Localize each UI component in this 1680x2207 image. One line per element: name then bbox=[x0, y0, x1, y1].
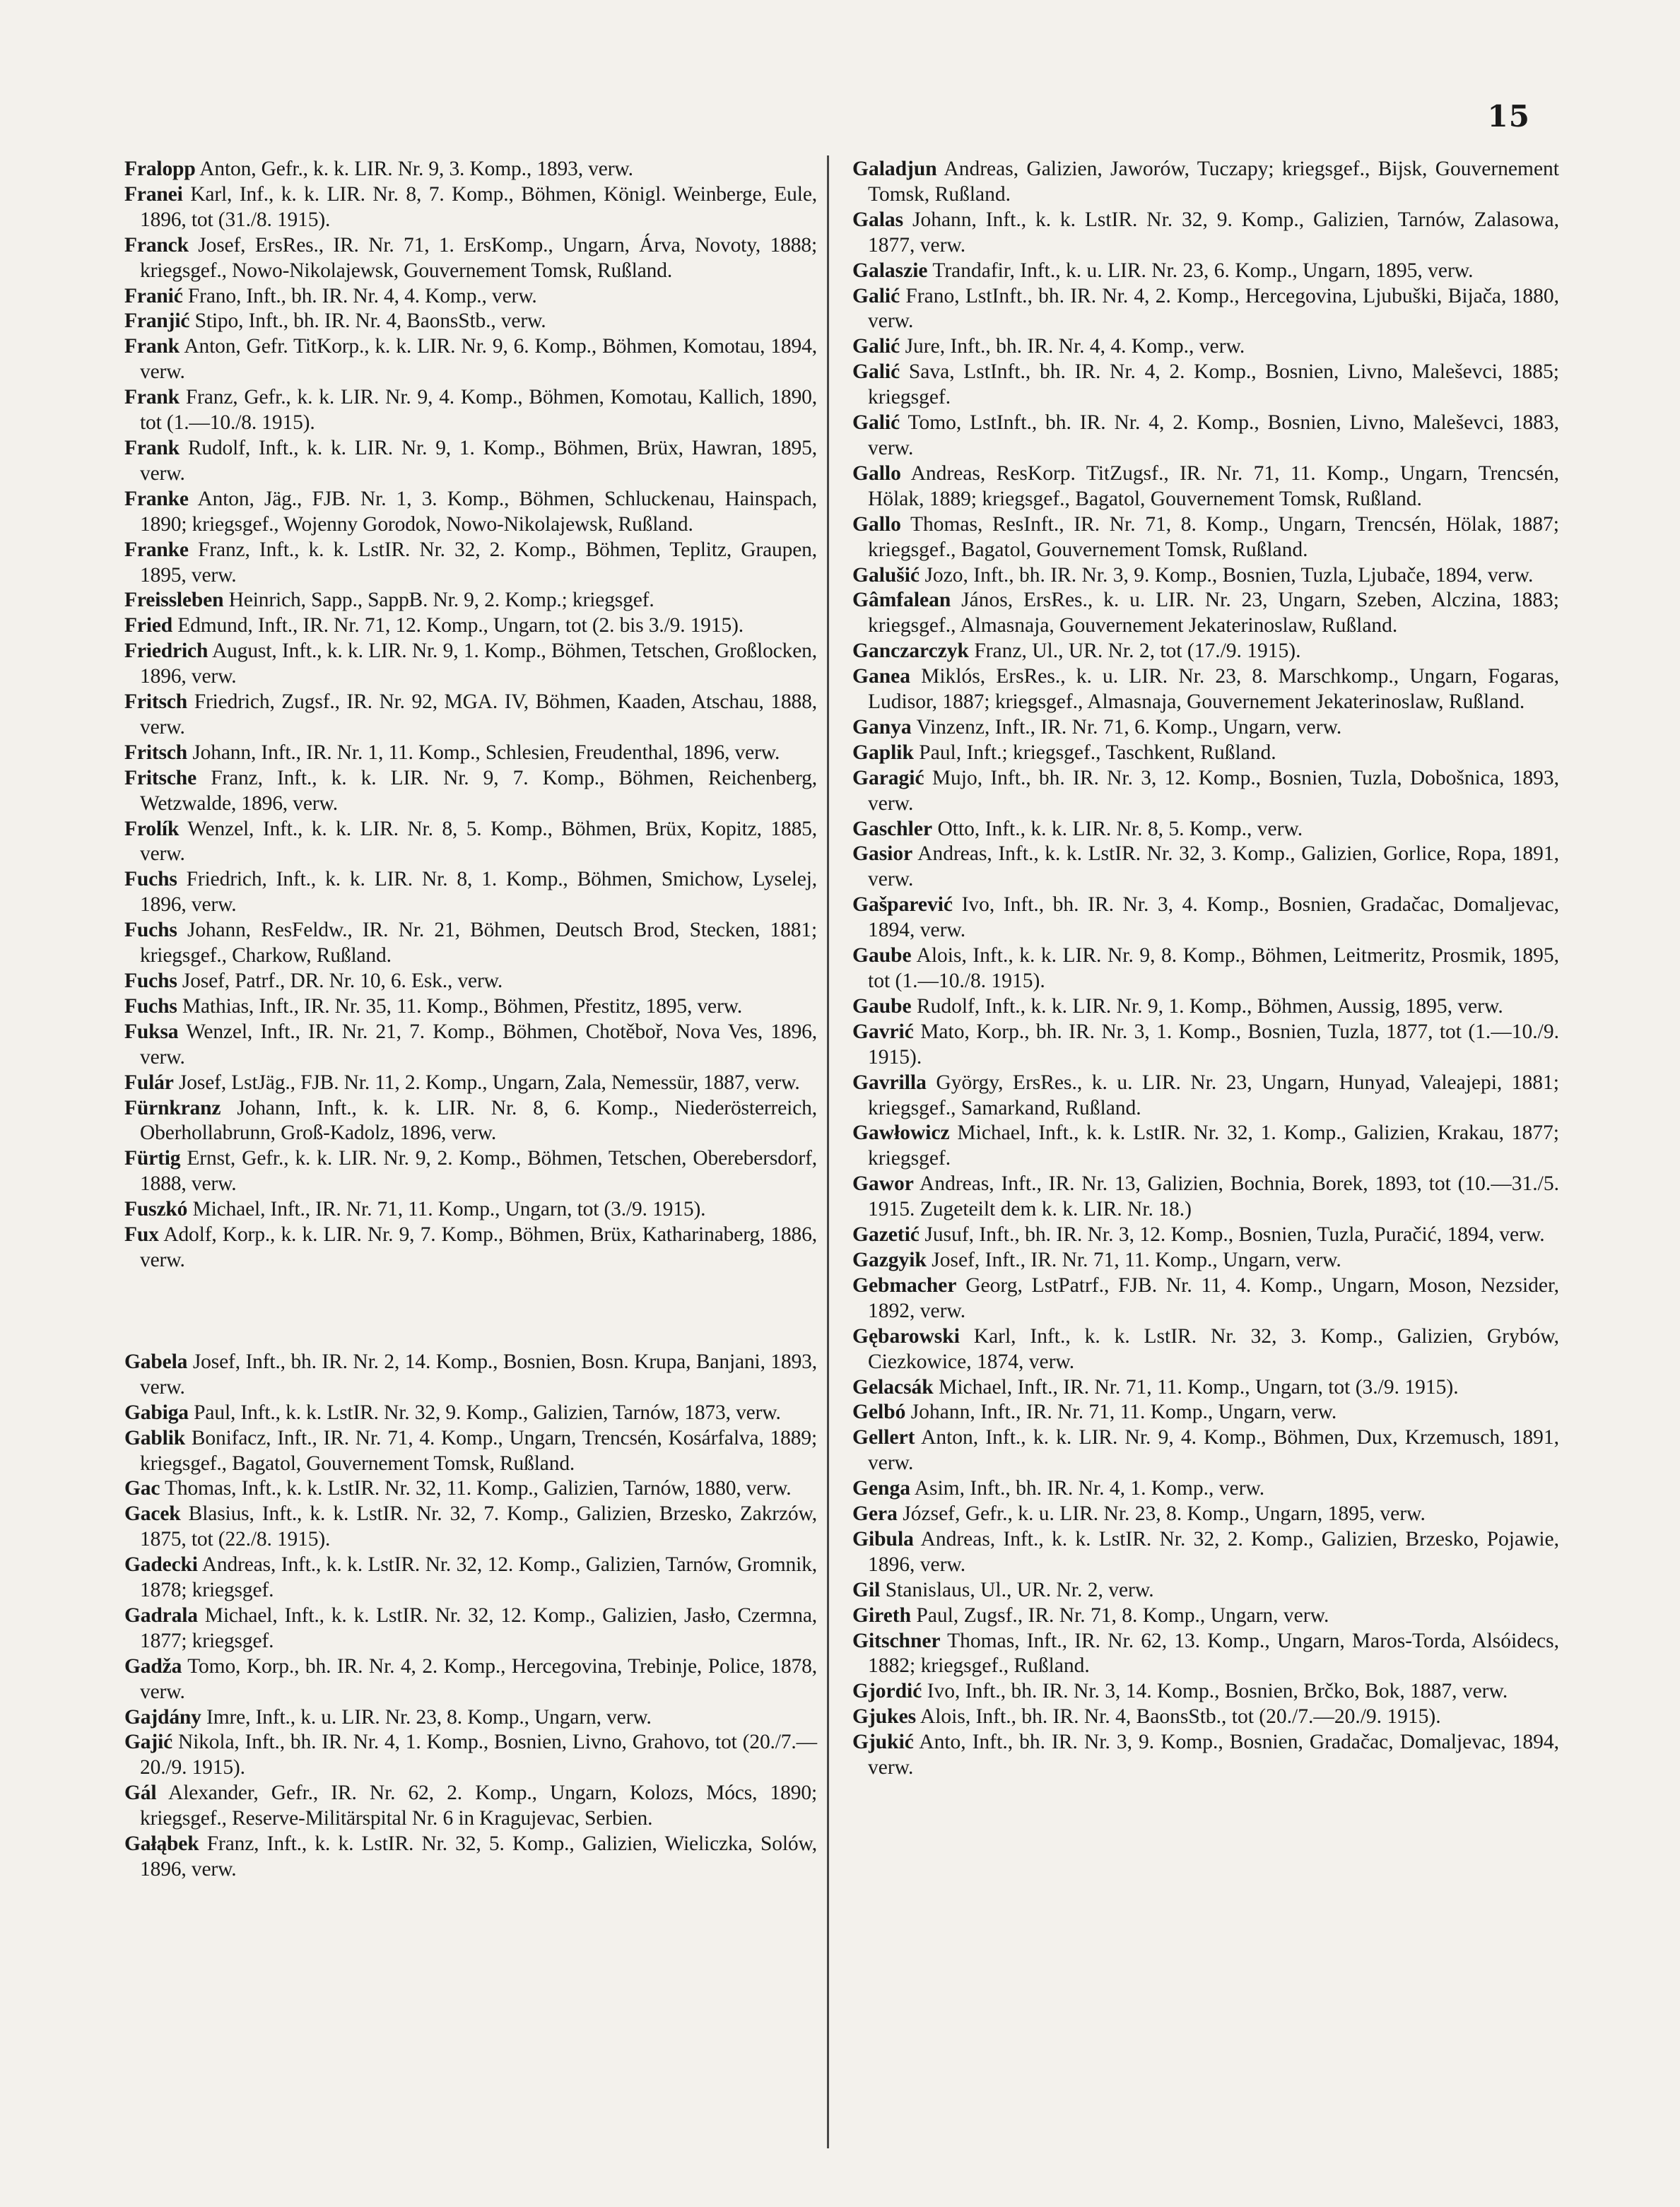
entry-details: Paul, Zugsf., IR. Nr. 71, 8. Komp., Ungarn, verw. bbox=[916, 1603, 1329, 1627]
list-item bbox=[852, 1425, 1559, 1476]
entry-surname: Gaube bbox=[852, 944, 912, 967]
list-item bbox=[852, 1273, 1559, 1324]
entry-surname: Freissleben bbox=[124, 589, 224, 612]
entry-surname: Fulár bbox=[124, 1071, 174, 1094]
entry-surname: Franjić bbox=[124, 310, 190, 333]
entry-surname: Gawłowicz bbox=[852, 1122, 950, 1145]
list-item bbox=[124, 1401, 817, 1426]
entry-details: Anton, Inft., k. k. LIR. Nr. 9, 4. Komp., Böhmen, Dux, Krzemusch, 1891, verw. bbox=[868, 1426, 1560, 1475]
entry-details: Andreas, Inft., k. k. LstIR. Nr. 32, 2. Komp., Galizien, Brzesko, Pojawie, 1896, verw. bbox=[868, 1527, 1560, 1576]
list-item bbox=[852, 334, 1559, 360]
entry-surname: Gadža bbox=[124, 1654, 182, 1678]
entry-details: Trandafir, Inft., k. u. LIR. Nr. 23, 6. Komp., Ungarn, 1895, verw. bbox=[932, 259, 1474, 282]
list-item bbox=[124, 639, 817, 690]
list-item bbox=[852, 766, 1559, 817]
entry-details: Karl, Inf., k. k. LIR. Nr. 8, 7. Komp., Böhmen, Königl. Weinberge, Eule, 1896, tot (31./8. 1915). bbox=[140, 182, 817, 231]
entry-details: Franz, Ul., UR. Nr. 2, tot (17./9. 1915). bbox=[974, 640, 1301, 663]
list-item bbox=[124, 309, 817, 334]
entry-surname: Galić bbox=[852, 360, 900, 384]
entry-details: Michael, Inft., k. k. LstIR. Nr. 32, 12. Komp., Galizien, Jasło, Czermna, 1877; kriegsgef. bbox=[140, 1603, 817, 1652]
entry-surname: Gazgyik bbox=[852, 1248, 927, 1271]
list-item bbox=[124, 994, 817, 1020]
list-item bbox=[124, 284, 817, 310]
entry-surname: Gawor bbox=[852, 1172, 914, 1196]
list-item bbox=[124, 1071, 817, 1096]
list-item bbox=[852, 1476, 1559, 1502]
entry-details: August, Inft., k. k. LIR. Nr. 9, 1. Komp., Böhmen, Tetschen, Großlocken, 1896, verw. bbox=[140, 640, 817, 688]
list-item bbox=[852, 259, 1559, 284]
list-item bbox=[124, 1426, 817, 1477]
entry-surname: Galić bbox=[852, 411, 900, 435]
entry-details: Frano, Inft., bh. IR. Nr. 4, 4. Komp., verw. bbox=[187, 284, 537, 307]
list-item bbox=[124, 741, 817, 766]
entry-details: Andreas, Inft., IR. Nr. 13, Galizien, Bochnia, Borek, 1893, tot (10.—31./5. 1915. Zugeteilt dem k. k. LIR. Nr. 18.) bbox=[868, 1172, 1559, 1221]
left-column bbox=[124, 157, 817, 1883]
entry-details: Edmund, Inft., IR. Nr. 71, 12. Komp., Ungarn, tot (2. bis 3./9. 1915). bbox=[177, 614, 744, 637]
entry-details: Georg, LstPatrf., FJB. Nr. 11, 4. Komp., Ungarn, Moson, Nezsider, 1892, verw. bbox=[868, 1273, 1560, 1322]
list-item bbox=[852, 1172, 1559, 1223]
list-item bbox=[124, 1223, 817, 1273]
list-item bbox=[124, 588, 817, 613]
entry-surname: Gjukić bbox=[852, 1731, 914, 1754]
entry-surname: Gašparević bbox=[852, 893, 953, 917]
entry-surname: Gazetić bbox=[852, 1223, 920, 1247]
entry-details: Wenzel, Inft., k. k. LIR. Nr. 8, 5. Komp., Böhmen, Brüx, Kopitz, 1885, verw. bbox=[140, 817, 817, 866]
entry-details: Franz, Inft., k. k. LIR. Nr. 9, 7. Komp., Böhmen, Reichenberg, Wetzwalde, 1896, verw. bbox=[140, 766, 817, 815]
list-item bbox=[852, 1071, 1559, 1122]
list-item bbox=[852, 817, 1559, 842]
entry-details: Anto, Inft., bh. IR. Nr. 3, 9. Komp., Bosnien, Gradačac, Domaljevac, 1894, verw. bbox=[868, 1731, 1559, 1779]
entry-details: Anton, Jäg., FJB. Nr. 1, 3. Komp., Böhmen, Schluckenau, Hainspach, 1890; kriegsgef., Wojenny Gorodok, Nowo-Nikolajewsk, Rußland. bbox=[140, 487, 817, 536]
entry-details: Michael, Inft., IR. Nr. 71, 11. Komp., Ungarn, tot (3./9. 1915). bbox=[939, 1375, 1459, 1399]
entry-details: Paul, Inft., k. k. LstIR. Nr. 32, 9. Komp., Galizien, Tarnów, 1873, verw. bbox=[194, 1401, 781, 1424]
entry-details: Ernst, Gefr., k. k. LIR. Nr. 9, 2. Komp., Böhmen, Tetschen, Oberebersdorf, 1888, verw. bbox=[140, 1147, 817, 1196]
list-item bbox=[124, 817, 817, 868]
list-item bbox=[852, 1527, 1559, 1578]
entry-details: Ivo, Inft., bh. IR. Nr. 3, 14. Komp., Bosnien, Brčko, Bok, 1887, verw. bbox=[927, 1680, 1508, 1703]
list-item bbox=[852, 639, 1559, 664]
entry-details: Franz, Inft., k. k. LstIR. Nr. 32, 2. Komp., Böhmen, Teplitz, Graupen, 1895, verw. bbox=[140, 538, 817, 587]
list-item bbox=[852, 157, 1559, 208]
entry-surname: Fuchs bbox=[124, 994, 177, 1018]
list-item bbox=[852, 1121, 1559, 1172]
entry-surname: Gibula bbox=[852, 1527, 914, 1550]
entry-details: Jozo, Inft., bh. IR. Nr. 3, 9. Komp., Bosnien, Tuzla, Ljubače, 1894, verw. bbox=[924, 563, 1534, 587]
list-item bbox=[852, 1730, 1559, 1781]
entry-details: Rudolf, Inft., k. k. LIR. Nr. 9, 1. Komp., Böhmen, Aussig, 1895, verw. bbox=[916, 994, 1503, 1018]
entry-details: Stipo, Inft., bh. IR. Nr. 4, BaonsStb., verw. bbox=[194, 310, 546, 333]
entry-details: Heinrich, Sapp., SappB. Nr. 9, 2. Komp.; kriegsgef. bbox=[228, 589, 654, 612]
entry-surname: Gabela bbox=[124, 1350, 188, 1373]
list-item bbox=[852, 284, 1559, 335]
list-item bbox=[124, 1654, 817, 1705]
entry-surname: Fritsch bbox=[124, 741, 188, 764]
entry-surname: Gellert bbox=[852, 1426, 915, 1449]
list-item bbox=[852, 842, 1559, 893]
entry-details: Jure, Inft., bh. IR. Nr. 4, 4. Komp., verw. bbox=[905, 335, 1245, 358]
entry-surname: Fritsche bbox=[124, 766, 197, 789]
entry-details: Andreas, ResKorp. TitZugsf., IR. Nr. 71, 11. Komp., Ungarn, Trencsén, Hölak, 1889; kriegsgef., Bagatol, Gouvernement Tomsk, Rußland. bbox=[868, 461, 1560, 510]
list-item bbox=[124, 182, 817, 233]
entry-surname: Gebmacher bbox=[852, 1273, 957, 1297]
entry-surname: Frank bbox=[124, 386, 180, 409]
entry-details: Franz, Inft., k. k. LstIR. Nr. 32, 5. Komp., Galizien, Wieliczka, Solów, 1896, verw. bbox=[140, 1832, 817, 1881]
entry-details: Anton, Gefr. TitKorp., k. k. LIR. Nr. 9, 6. Komp., Böhmen, Komotau, 1894, verw. bbox=[140, 335, 817, 384]
list-item bbox=[124, 1705, 817, 1731]
list-item bbox=[124, 969, 817, 994]
entry-details: Nikola, Inft., bh. IR. Nr. 4, 1. Komp., Bosnien, Livno, Grahovo, tot (20./7.—20./9. 1915). bbox=[140, 1731, 817, 1779]
entry-surname: Gadrala bbox=[124, 1603, 198, 1627]
column-divider bbox=[827, 155, 829, 2148]
list-item bbox=[852, 664, 1559, 715]
entry-details: Andreas, Galizien, Jaworów, Tuczapy; kriegsgef., Bijsk, Gouvernement Tomsk, Rußland. bbox=[868, 158, 1560, 206]
entry-details: Blasius, Inft., k. k. LstIR. Nr. 32, 7. Komp., Galizien, Brzesko, Zakrzów, 1875, tot (22./8. 1915). bbox=[140, 1502, 817, 1551]
list-item bbox=[852, 411, 1559, 461]
entries-f-section bbox=[124, 157, 817, 1273]
entry-details: Ivo, Inft., bh. IR. Nr. 3, 4. Komp., Bosnien, Gradačac, Domaljevac, 1894, verw. bbox=[868, 893, 1560, 942]
entry-surname: Galušić bbox=[852, 563, 920, 587]
list-item bbox=[852, 1400, 1559, 1425]
entry-details: Johann, Inft., k. k. LIR. Nr. 8, 6. Komp., Niederösterreich, Oberhollabrunn, Groß-Kadolz, 1896, verw. bbox=[140, 1096, 817, 1145]
entry-surname: Gaschler bbox=[852, 817, 933, 840]
list-item bbox=[852, 1679, 1559, 1705]
list-item bbox=[124, 334, 817, 385]
entry-details: Imre, Inft., k. u. LIR. Nr. 23, 8. Komp., Ungarn, verw. bbox=[206, 1705, 652, 1729]
entry-surname: Gallo bbox=[852, 512, 901, 536]
list-item bbox=[124, 867, 817, 918]
entry-details: Mujo, Inft., bh. IR. Nr. 3, 12. Komp., Bosnien, Tuzla, Dobošnica, 1893, verw. bbox=[868, 766, 1560, 815]
entry-surname: Galaszie bbox=[852, 259, 928, 282]
entry-surname: Fürtig bbox=[124, 1147, 181, 1170]
entry-surname: Gasior bbox=[852, 842, 913, 866]
entry-details: Johann, ResFeldw., IR. Nr. 21, Böhmen, Deutsch Brod, Stecken, 1881; kriegsgef., Charkow, Rußland. bbox=[140, 919, 817, 967]
list-item bbox=[124, 1603, 817, 1654]
list-item bbox=[124, 1197, 817, 1223]
list-item bbox=[124, 1553, 817, 1603]
entry-surname: Friedrich bbox=[124, 640, 208, 663]
list-item bbox=[852, 1324, 1559, 1375]
entry-surname: Franck bbox=[124, 233, 189, 257]
list-item bbox=[124, 385, 817, 436]
entry-details: Josef, Patrf., DR. Nr. 10, 6. Esk., verw. bbox=[182, 970, 503, 992]
list-item bbox=[124, 690, 817, 741]
list-item bbox=[852, 1705, 1559, 1730]
entry-surname: Fuchs bbox=[124, 868, 177, 891]
entry-surname: Fuksa bbox=[124, 1020, 179, 1043]
list-item bbox=[852, 1629, 1559, 1680]
entry-surname: Gabiga bbox=[124, 1401, 189, 1424]
entry-surname: Frolík bbox=[124, 817, 180, 840]
entry-surname: Gera bbox=[852, 1502, 898, 1526]
list-item bbox=[852, 1375, 1559, 1401]
entry-details: Stanislaus, Ul., UR. Nr. 2, verw. bbox=[885, 1578, 1154, 1601]
entry-details: Miklós, ErsRes., k. u. LIR. Nr. 23, 8. Marschkomp., Ungarn, Fogaras, Ludisor, 1887; kriegsgef., Almasnaja, Gouvernement Jekaterinoslaw, Rußland. bbox=[868, 665, 1560, 714]
entry-surname: Gac bbox=[124, 1477, 160, 1500]
list-item bbox=[124, 1476, 817, 1502]
entry-details: Asim, Inft., bh. IR. Nr. 4, 1. Komp., verw. bbox=[914, 1477, 1265, 1500]
entry-surname: Gacek bbox=[124, 1502, 181, 1526]
entry-details: Rudolf, Inft., k. k. LIR. Nr. 9, 1. Komp., Böhmen, Brüx, Hawran, 1895, verw. bbox=[140, 436, 817, 485]
right-column bbox=[852, 157, 1559, 1781]
entry-surname: Fried bbox=[124, 614, 173, 637]
entry-details: Friedrich, Inft., k. k. LIR. Nr. 8, 1. Komp., Böhmen, Smichow, Lyselej, 1896, verw. bbox=[140, 868, 817, 917]
entry-details: József, Gefr., k. u. LIR. Nr. 23, 8. Komp., Ungarn, 1895, verw. bbox=[903, 1502, 1426, 1526]
entry-surname: Gil bbox=[852, 1578, 881, 1601]
list-item bbox=[124, 233, 817, 284]
entry-surname: Gallo bbox=[852, 461, 901, 485]
list-item bbox=[124, 1020, 817, 1071]
list-item bbox=[852, 893, 1559, 943]
entry-surname: Galić bbox=[852, 335, 900, 358]
entry-surname: Franić bbox=[124, 284, 183, 307]
list-item bbox=[124, 538, 817, 589]
entry-details: Mathias, Inft., IR. Nr. 35, 11. Komp., Böhmen, Přestitz, 1895, verw. bbox=[182, 994, 743, 1018]
entry-details: Franz, Gefr., k. k. LIR. Nr. 9, 4. Komp., Böhmen, Komotau, Kallich, 1890, tot (1.—10./8. 1915). bbox=[140, 386, 817, 435]
page-number: 15 bbox=[1487, 99, 1530, 134]
list-item bbox=[124, 1350, 817, 1401]
entry-details: Michael, Inft., IR. Nr. 71, 11. Komp., Ungarn, tot (3./9. 1915). bbox=[192, 1198, 706, 1221]
entry-details: Friedrich, Zugsf., IR. Nr. 92, MGA. IV, Böhmen, Kaaden, Atschau, 1888, verw. bbox=[140, 690, 817, 738]
entry-details: Thomas, ResInft., IR. Nr. 71, 8. Komp., Ungarn, Trencsén, Hölak, 1887; kriegsgef., Bagatol, Gouvernement Tomsk, Rußland. bbox=[868, 512, 1559, 561]
entry-details: Josef, LstJäg., FJB. Nr. 11, 2. Komp., Ungarn, Zala, Nemessür, 1887, verw. bbox=[178, 1071, 800, 1094]
entry-details: Alois, Inft., k. k. LIR. Nr. 9, 8. Komp., Böhmen, Leitmeritz, Prosmik, 1895, tot (1.—10./8. 1915). bbox=[868, 944, 1559, 992]
entry-details: Sava, LstInft., bh. IR. Nr. 4, 2. Komp., Bosnien, Livno, Maleševci, 1885; kriegsgef. bbox=[868, 360, 1560, 409]
entry-surname: Frank bbox=[124, 335, 180, 358]
list-item bbox=[852, 461, 1559, 512]
entry-surname: Gál bbox=[124, 1782, 157, 1805]
list-item bbox=[124, 1502, 817, 1553]
entry-details: Vinzenz, Inft., IR. Nr. 71, 6. Komp., Ungarn, verw. bbox=[916, 715, 1342, 738]
entry-surname: Fuchs bbox=[124, 970, 177, 992]
list-item bbox=[124, 1096, 817, 1147]
entry-surname: Gitschner bbox=[852, 1629, 941, 1652]
list-item bbox=[124, 1832, 817, 1883]
entry-surname: Ganya bbox=[852, 715, 912, 738]
entry-surname: Gadecki bbox=[124, 1553, 198, 1577]
entry-surname: Franke bbox=[124, 538, 189, 561]
entry-details: Tomo, Korp., bh. IR. Nr. 4, 2. Komp., Hercegovina, Trebinje, Police, 1878, verw. bbox=[140, 1654, 817, 1703]
entry-surname: Gjukes bbox=[852, 1705, 917, 1729]
entry-surname: Gaplik bbox=[852, 741, 914, 764]
list-item bbox=[124, 157, 817, 182]
entry-details: Andreas, Inft., k. k. LstIR. Nr. 32, 3. Komp., Galizien, Gorlice, Ropa, 1891, verw. bbox=[868, 842, 1560, 891]
entry-details: Josef, Inft., IR. Nr. 71, 11. Komp., Ungarn, verw. bbox=[932, 1248, 1341, 1271]
entry-details: Thomas, Inft., IR. Nr. 62, 13. Komp., Ungarn, Maros-Torda, Alsóidecs, 1882; kriegsgef., Rußland. bbox=[868, 1629, 1560, 1678]
entry-surname: Gâmfalean bbox=[852, 589, 951, 612]
entry-surname: Gablik bbox=[124, 1426, 186, 1449]
entries-g-section bbox=[124, 1350, 817, 1883]
entry-details: Thomas, Inft., k. k. LstIR. Nr. 32, 11. Komp., Galizien, Tarnów, 1880, verw. bbox=[165, 1477, 792, 1500]
entry-details: Wenzel, Inft., IR. Nr. 21, 7. Komp., Böhmen, Chotěboř, Nova Ves, 1896, verw. bbox=[140, 1020, 817, 1069]
entry-details: Mato, Korp., bh. IR. Nr. 3, 1. Komp., Bosnien, Tuzla, 1877, tot (1.—10./9. 1915). bbox=[868, 1020, 1560, 1069]
entry-surname: Galas bbox=[852, 208, 904, 231]
entry-details: Paul, Inft.; kriegsgef., Taschkent, Rußland. bbox=[919, 741, 1276, 764]
entry-surname: Fuszkó bbox=[124, 1198, 188, 1221]
list-item bbox=[124, 1730, 817, 1781]
entry-surname: Ganczarczyk bbox=[852, 640, 969, 663]
entry-surname: Gałąbek bbox=[124, 1832, 199, 1856]
entry-surname: Fralopp bbox=[124, 158, 196, 180]
entry-surname: Gajić bbox=[124, 1731, 173, 1754]
entry-surname: Gelacsák bbox=[852, 1375, 934, 1399]
entry-surname: Galić bbox=[852, 284, 900, 307]
entry-surname: Fürnkranz bbox=[124, 1096, 221, 1119]
list-item bbox=[124, 613, 817, 639]
list-item bbox=[852, 1603, 1559, 1629]
entry-surname: Franke bbox=[124, 487, 189, 510]
list-item bbox=[124, 487, 817, 538]
entry-surname: Gaube bbox=[852, 994, 912, 1018]
entry-details: Frano, LstInft., bh. IR. Nr. 4, 2. Komp., Hercegovina, Ljubuški, Bijača, 1880, verw. bbox=[868, 284, 1559, 333]
entry-details: Anton, Gefr., k. k. LIR. Nr. 9, 3. Komp., 1893, verw. bbox=[199, 158, 633, 180]
list-item bbox=[852, 360, 1559, 411]
list-item bbox=[852, 715, 1559, 741]
list-item bbox=[124, 1146, 817, 1197]
entry-surname: Gębarowski bbox=[852, 1324, 960, 1348]
entry-details: György, ErsRes., k. u. LIR. Nr. 23, Ungarn, Hunyad, Valeajepi, 1881; kriegsgef., Samarkand, Rußland. bbox=[868, 1071, 1559, 1119]
entry-details: Johann, Inft., IR. Nr. 1, 11. Komp., Schlesien, Freudenthal, 1896, verw. bbox=[192, 741, 780, 764]
entry-surname: Gavrilla bbox=[852, 1071, 927, 1094]
entry-surname: Franei bbox=[124, 182, 183, 206]
list-item bbox=[852, 994, 1559, 1020]
list-item bbox=[124, 766, 817, 817]
entry-surname: Fux bbox=[124, 1223, 159, 1247]
list-item bbox=[124, 1781, 817, 1832]
list-item bbox=[124, 436, 817, 487]
section-gap bbox=[124, 1273, 817, 1350]
entry-surname: Frank bbox=[124, 436, 180, 459]
list-item bbox=[852, 1248, 1559, 1273]
entry-surname: Genga bbox=[852, 1477, 910, 1500]
entry-details: Adolf, Korp., k. k. LIR. Nr. 9, 7. Komp., Böhmen, Brüx, Katharinaberg, 1886, verw. bbox=[140, 1223, 817, 1271]
list-item bbox=[852, 741, 1559, 766]
entry-surname: Gajdány bbox=[124, 1705, 201, 1729]
entry-details: Johann, Inft., k. k. LstIR. Nr. 32, 9. Komp., Galizien, Tarnów, Zalasowa, 1877, verw. bbox=[868, 208, 1559, 257]
list-item bbox=[852, 1223, 1559, 1248]
entry-details: Michael, Inft., k. k. LstIR. Nr. 32, 1. Komp., Galizien, Krakau, 1877; kriegsgef. bbox=[868, 1122, 1559, 1170]
list-item bbox=[852, 1578, 1559, 1603]
list-item bbox=[852, 588, 1559, 639]
entry-details: Karl, Inft., k. k. LstIR. Nr. 32, 3. Komp., Galizien, Grybów, Ciezkowice, 1874, verw. bbox=[868, 1324, 1560, 1373]
entry-surname: Garagić bbox=[852, 766, 924, 789]
entry-surname: Ganea bbox=[852, 665, 910, 688]
entry-details: Alois, Inft., bh. IR. Nr. 4, BaonsStb., tot (20./7.—20./9. 1915). bbox=[920, 1705, 1441, 1729]
entry-details: Andreas, Inft., k. k. LstIR. Nr. 32, 12. Komp., Galizien, Tarnów, Gromnik, 1878; kriegsgef. bbox=[140, 1553, 817, 1602]
entry-surname: Gelbó bbox=[852, 1401, 906, 1424]
entry-surname: Gjordić bbox=[852, 1680, 922, 1703]
list-item bbox=[852, 1502, 1559, 1527]
entry-surname: Galadjun bbox=[852, 158, 937, 180]
entry-details: Jusuf, Inft., bh. IR. Nr. 3, 12. Komp., Bosnien, Tuzla, Puračić, 1894, verw. bbox=[924, 1223, 1545, 1247]
entry-details: Alexander, Gefr., IR. Nr. 62, 2. Komp., Ungarn, Kolozs, Mócs, 1890; kriegsgef., Reserve-Militärspital Nr. 6 in Kragujevac, Serbien. bbox=[140, 1782, 817, 1830]
entry-details: Tomo, LstInft., bh. IR. Nr. 4, 2. Komp., Bosnien, Livno, Maleševci, 1883, verw. bbox=[868, 411, 1559, 459]
entry-details: Bonifacz, Inft., IR. Nr. 71, 4. Komp., Ungarn, Trencsén, Kosárfalva, 1889; kriegsgef., Bagatol, Gouvernement Tomsk, Rußland. bbox=[140, 1426, 817, 1475]
list-item bbox=[852, 512, 1559, 563]
entries-right-section bbox=[852, 157, 1559, 1781]
list-item bbox=[852, 208, 1559, 259]
entry-details: Johann, Inft., IR. Nr. 71, 11. Komp., Ungarn, verw. bbox=[910, 1401, 1337, 1424]
entry-surname: Gireth bbox=[852, 1603, 912, 1627]
entry-details: János, ErsRes., k. u. LIR. Nr. 23, Ungarn, Szeben, Alczina, 1883; kriegsgef., Almasnaja, Gouvernement Jekaterinoslaw, Rußland. bbox=[868, 589, 1560, 637]
entry-details: Josef, ErsRes., IR. Nr. 71, 1. ErsKomp., Ungarn, Árva, Novoty, 1888; kriegsgef., Nowo-Nikolajewsk, Gouvernement Tomsk, Rußland. bbox=[140, 233, 817, 282]
entry-details: Otto, Inft., k. k. LIR. Nr. 8, 5. Komp., verw. bbox=[937, 817, 1303, 840]
list-item bbox=[124, 918, 817, 969]
entry-surname: Fritsch bbox=[124, 690, 188, 714]
entry-details: Josef, Inft., bh. IR. Nr. 2, 14. Komp., Bosnien, Bosn. Krupa, Banjani, 1893, verw. bbox=[140, 1350, 817, 1399]
list-item bbox=[852, 943, 1559, 994]
entry-surname: Gavrić bbox=[852, 1020, 914, 1043]
list-item bbox=[852, 1020, 1559, 1071]
list-item bbox=[852, 563, 1559, 589]
entry-surname: Fuchs bbox=[124, 919, 177, 942]
